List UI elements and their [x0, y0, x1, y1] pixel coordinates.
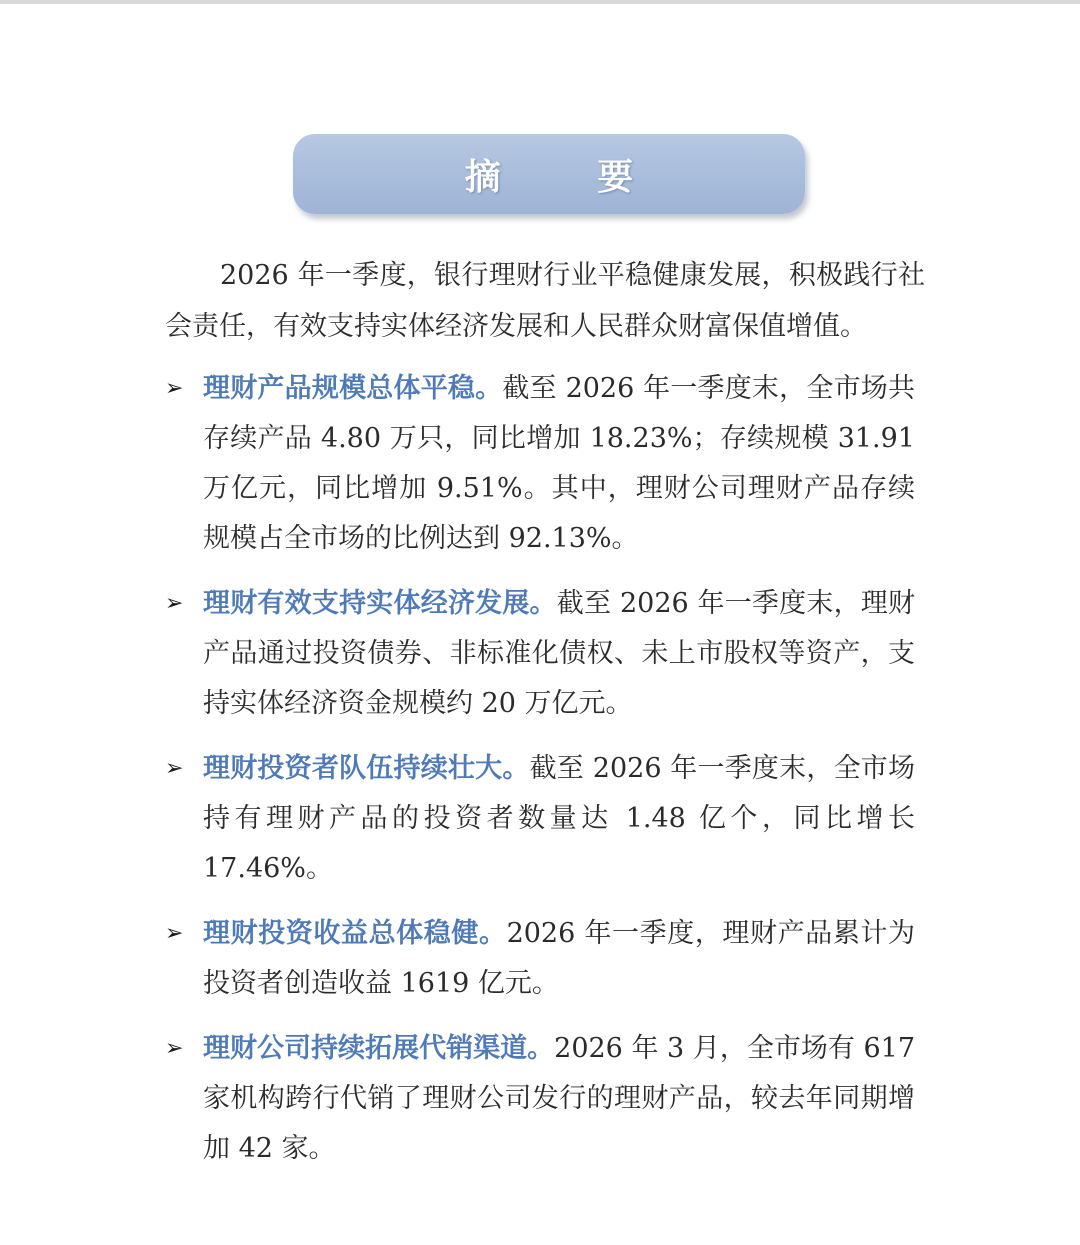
bullet-body: 2026 年一季度，理财产品累计为投资者创造收益 1619 亿元。	[203, 918, 916, 999]
page-title: 摘 要	[464, 155, 676, 198]
bullet-heading: 理财投资收益总体稳健。	[203, 918, 507, 949]
arrow-bullet-icon: ➢	[165, 1036, 184, 1061]
arrow-bullet-icon: ➢	[165, 376, 184, 401]
arrow-bullet-icon: ➢	[165, 756, 184, 781]
bullet-heading: 理财产品规模总体平稳。	[203, 373, 503, 404]
arrow-bullet-icon: ➢	[165, 591, 184, 616]
bullet-body: 截至 2026 年一季度末，理财产品通过投资债券、非标准化债权、未上市股权等资产，支持实体经济资金规模约 20 万亿元。	[203, 588, 916, 719]
bullet-heading: 理财投资者队伍持续壮大。	[203, 753, 530, 784]
bullet-heading: 理财有效支持实体经济发展。	[203, 588, 557, 619]
top-border-line	[0, 0, 1080, 4]
bullet-body: 截至 2026 年一季度末，全市场持有理财产品的投资者数量达 1.48 亿个，同比增长 17.46%。	[203, 753, 915, 884]
bullet-item-channels	[165, 1024, 915, 1174]
bullet-item-scale	[165, 364, 915, 564]
arrow-bullet-icon: ➢	[165, 921, 184, 946]
intro-paragraph: 2026 年一季度，银行理财行业平稳健康发展，积极践行社会责任，有效支持实体经济发展和人民群众财富保值增值。	[165, 260, 925, 342]
bullet-heading: 理财公司持续拓展代销渠道。	[203, 1033, 555, 1064]
bullet-body: 截至 2026 年一季度末，全市场共存续产品 4.80 万只，同比增加 18.23%；存续规模 31.91 万亿元，同比增加 9.51%。其中，理财公司理财产品存续规模占全市场的比例达到 92.13%。	[203, 373, 915, 554]
summary-bullet-list	[165, 364, 925, 1174]
title-banner	[293, 134, 805, 214]
bullet-item-investors	[165, 744, 915, 894]
bullet-item-returns	[165, 909, 915, 1009]
bullet-item-real-economy	[165, 579, 915, 729]
bullet-body: 2026 年 3 月，全市场有 617 家机构跨行代销了理财公司发行的理财产品，较去年同期增加 42 家。	[203, 1033, 916, 1164]
